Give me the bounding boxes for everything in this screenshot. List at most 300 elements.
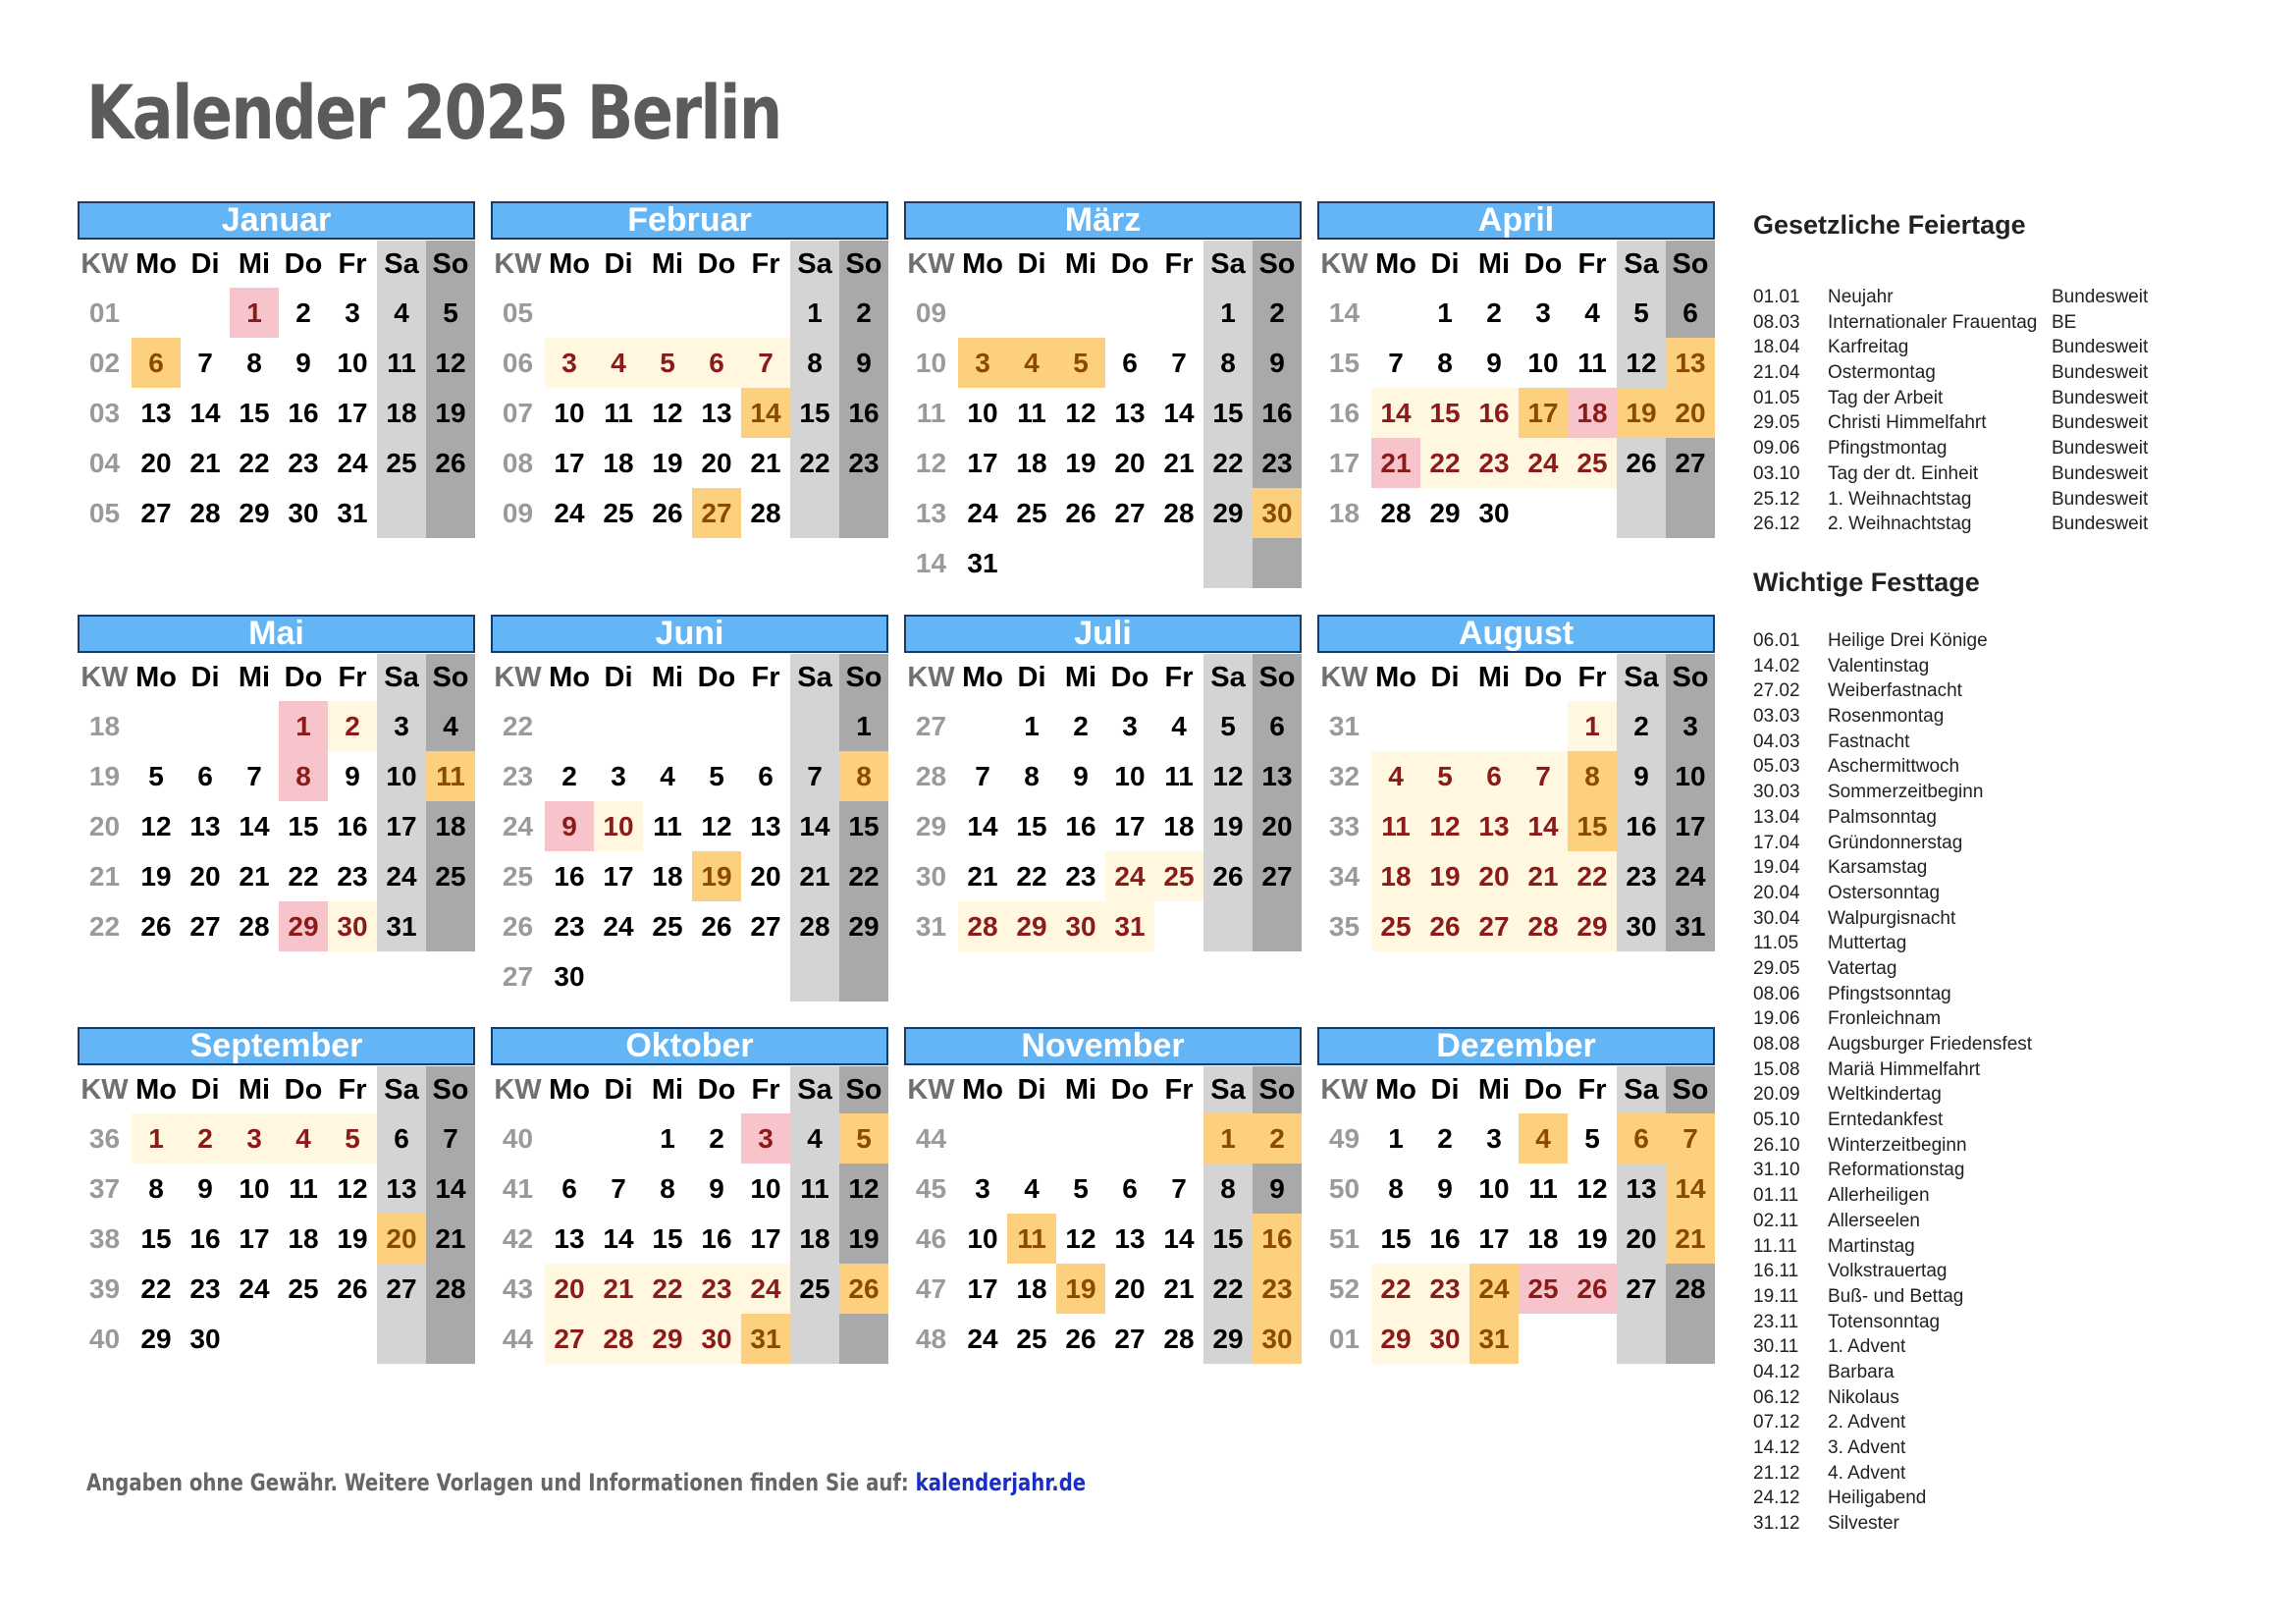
week-row [1317,1164,1715,1214]
festival-item [1753,1008,2264,1034]
month-name: August [1317,615,1715,653]
day-cell: 7 [426,1113,475,1164]
day-cell: 1 [790,288,839,338]
festival-item [1753,1211,2264,1236]
week-number-header: KW [907,661,955,693]
week-row [904,338,1302,388]
festival-date: 17.04 [1753,832,1800,853]
day-cell: 14 [790,801,839,851]
day-cell: 13 [140,397,172,428]
month-table [1317,241,1715,538]
month-name: Oktober [491,1027,888,1065]
day-cell: 26 [1617,438,1666,488]
day-cell: 19 [1617,388,1666,438]
day-cell: 31 [1105,901,1154,951]
weekday-header: Do [1110,247,1149,280]
festival-name: Barbara [1828,1361,1895,1382]
festival-item [1753,1412,2264,1437]
festival-date: 04.12 [1753,1361,1800,1382]
month-table [904,241,1302,588]
month-block [1317,1027,1715,1364]
holiday-region: Bundesweit [2052,438,2149,460]
empty-day-cell [839,1314,888,1364]
day-cell: 14 [1371,388,1420,438]
day-cell: 21 [790,851,839,901]
day-cell: 14 [1163,397,1195,428]
weekday-header: So [839,241,888,288]
day-cell: 26 [701,910,732,942]
empty-day-cell [790,488,839,538]
day-cell: 28 [1163,1323,1195,1354]
day-cell: 20 [1666,388,1715,438]
festival-date: 19.04 [1753,857,1800,879]
footer-link[interactable]: kalenderjahr.de [915,1469,1087,1496]
day-cell: 24 [967,1323,998,1354]
festival-name: 2. Advent [1828,1412,1906,1434]
day-cell: 21 [189,447,221,478]
festival-name: Heiligabend [1828,1488,1927,1509]
weekday-header: Mo [549,1073,590,1106]
holiday-region: Bundesweit [2052,412,2149,434]
day-cell: 15 [839,801,888,851]
day-cell: 6 [1122,347,1138,378]
day-cell: 19 [692,851,741,901]
week-row [491,851,888,901]
week-row [1317,1214,1715,1264]
day-cell: 20 [377,1214,426,1264]
day-cell: 14 [1519,801,1568,851]
empty-day-cell [1203,901,1253,951]
week-number: 34 [1328,860,1361,892]
day-cell: 26 [839,1264,888,1314]
day-cell: 12 [426,338,475,388]
weekday-header: Sa [1203,1066,1253,1113]
day-cell: 9 [345,760,360,791]
day-cell: 23 [554,910,585,942]
day-cell: 4 [594,338,643,388]
week-row [78,1214,475,1264]
weekday-header: Mo [1375,661,1416,693]
day-cell: 10 [967,397,998,428]
day-cell: 24 [1469,1264,1519,1314]
festival-name: Pfingstsonntag [1828,983,1951,1004]
day-cell: 15 [288,810,319,841]
day-cell: 31 [1469,1314,1519,1364]
day-cell: 11 [1528,1172,1558,1204]
weekday-header: Sa [1617,241,1666,288]
day-cell: 2 [709,1122,724,1154]
week-row [78,288,475,338]
week-row [491,1314,888,1364]
day-cell: 18 [1527,1222,1559,1254]
week-number: 52 [1328,1272,1361,1304]
day-cell: 12 [1576,1172,1608,1204]
empty-day-cell [426,488,475,538]
week-number: 49 [1328,1122,1361,1154]
festival-date: 30.04 [1753,907,1800,929]
festival-date: 16.11 [1753,1261,1799,1282]
festivals-title: Wichtige Festtage [1753,568,1980,597]
day-cell: 18 [426,801,475,851]
month-block [78,615,475,951]
holiday-date: 21.04 [1753,362,1800,384]
empty-day-cell [377,1314,426,1364]
day-cell: 2 [295,297,311,328]
festival-item [1753,833,2264,858]
weekday-header: Di [1430,661,1460,693]
day-cell: 1 [132,1113,181,1164]
day-cell: 6 [1469,751,1519,801]
day-cell: 15 [1420,388,1469,438]
day-cell: 31 [741,1314,790,1364]
weekday-header: Mo [549,661,590,693]
day-cell: 12 [652,397,683,428]
weekday-header: Fr [338,247,367,280]
week-number: 42 [502,1222,534,1254]
festival-date: 31.12 [1753,1513,1800,1535]
festival-item [1753,1437,2264,1463]
festival-name: Allerheiligen [1828,1185,1930,1207]
day-cell: 23 [1065,860,1096,892]
day-cell: 30 [1420,1314,1469,1364]
day-cell: 3 [975,1172,990,1204]
week-number-header: KW [1320,1073,1368,1106]
day-cell: 1 [660,1122,675,1154]
week-row [491,1113,888,1164]
empty-day-cell [426,1314,475,1364]
day-cell: 4 [1007,338,1056,388]
holiday-region: Bundesweit [2052,462,2149,484]
day-cell: 3 [1486,1122,1502,1154]
festival-name: Heilige Drei Könige [1828,630,1988,651]
empty-day-cell [1253,901,1302,951]
festival-name: Nikolaus [1828,1386,1899,1408]
day-cell: 9 [709,1172,724,1204]
day-cell: 30 [1253,488,1302,538]
day-cell: 5 [643,338,692,388]
day-cell: 3 [1122,710,1138,741]
day-cell: 8 [246,347,262,378]
month-name: Dezember [1317,1027,1715,1065]
day-cell: 9 [295,347,311,378]
festival-item [1753,883,2264,908]
festival-item [1753,630,2264,656]
festival-item [1753,933,2264,958]
day-cell: 19 [652,447,683,478]
week-row [904,388,1302,438]
empty-day-cell [1105,538,1154,588]
day-cell: 20 [189,860,221,892]
week-row [491,801,888,851]
week-row [1317,288,1715,338]
weekday-header: So [1253,654,1302,701]
festival-item [1753,656,2264,681]
day-cell: 23 [1469,438,1519,488]
empty-day-cell [692,288,741,338]
week-row [491,701,888,751]
month-name: Juli [904,615,1302,653]
week-number: 36 [88,1122,121,1154]
day-cell: 10 [1527,347,1559,378]
week-number: 13 [915,497,947,528]
day-cell: 10 [1478,1172,1510,1204]
day-cell: 22 [1371,1264,1420,1314]
day-cell: 13 [1469,801,1519,851]
week-number: 27 [915,710,947,741]
week-number: 15 [1328,347,1361,378]
holiday-item [1753,312,2264,338]
week-row [491,338,888,388]
day-cell: 21 [426,1214,475,1264]
month-block [1317,201,1715,538]
page-title: Kalender 2025 Berlin [86,69,781,156]
festival-name: Mariä Himmelfahrt [1828,1058,1981,1080]
weekday-header: Mi [1064,1073,1097,1106]
empty-day-cell [1420,701,1469,751]
day-cell: 10 [967,1222,998,1254]
day-cell: 11 [1164,760,1194,791]
empty-day-cell [426,901,475,951]
weekday-header: So [1666,654,1715,701]
day-cell: 22 [1016,860,1047,892]
weekday-header: Sa [1203,654,1253,701]
weekday-header: Fr [338,661,367,693]
day-cell: 7 [790,751,839,801]
day-cell: 8 [148,1172,164,1204]
week-row [78,1264,475,1314]
weekday-header: Mi [238,247,271,280]
day-cell: 29 [1203,1314,1253,1364]
day-cell: 16 [1617,801,1666,851]
day-cell: 11 [1017,397,1046,428]
day-cell: 12 [1203,751,1253,801]
day-cell: 29 [1371,1314,1420,1364]
day-cell: 23 [1617,851,1666,901]
weekday-header: Mo [135,661,177,693]
festival-name: 1. Advent [1828,1336,1906,1358]
day-cell: 14 [426,1164,475,1214]
day-cell: 30 [1056,901,1105,951]
day-cell: 4 [790,1113,839,1164]
empty-day-cell [790,701,839,751]
week-number-header: KW [494,247,542,280]
day-cell: 24 [603,910,634,942]
empty-day-cell [328,1314,377,1364]
day-cell: 18 [288,1222,319,1254]
weekday-header: Mi [1064,661,1097,693]
day-cell: 5 [328,1113,377,1164]
day-cell: 13 [701,397,732,428]
week-number: 21 [88,860,121,892]
day-cell: 2 [1486,297,1502,328]
festival-date: 01.11 [1753,1185,1799,1207]
day-cell: 25 [1371,901,1420,951]
week-row [78,801,475,851]
festival-item [1753,1059,2264,1085]
weekday-header: So [839,654,888,701]
day-cell: 2 [328,701,377,751]
holiday-name: Tag der Arbeit [1828,387,1944,408]
weekday-header: So [1666,241,1715,288]
day-cell: 17 [1666,801,1715,851]
holiday-region: Bundesweit [2052,287,2149,307]
week-row [491,1214,888,1264]
week-row [491,388,888,438]
day-cell: 25 [1568,438,1617,488]
day-cell: 23 [189,1272,221,1304]
holiday-date: 18.04 [1753,337,1800,358]
day-cell: 28 [1380,497,1412,528]
festival-item [1753,1084,2264,1110]
empty-day-cell [1154,901,1203,951]
day-cell: 27 [1114,1323,1146,1354]
day-cell: 1 [1203,288,1253,338]
festival-date: 30.03 [1753,782,1800,803]
festival-name: 4. Advent [1828,1462,1906,1484]
weekday-header: So [1253,1066,1302,1113]
month-name: November [904,1027,1302,1065]
day-cell: 3 [377,701,426,751]
day-cell: 25 [652,910,683,942]
empty-day-cell [958,1113,1007,1164]
day-cell: 28 [958,901,1007,951]
day-cell: 28 [1519,901,1568,951]
empty-day-cell [741,951,790,1001]
day-cell: 16 [1253,1214,1302,1264]
day-cell: 6 [377,1113,426,1164]
day-cell: 8 [790,338,839,388]
week-row [78,751,475,801]
festival-item [1753,1336,2264,1362]
festival-name: Aschermittwoch [1828,756,1960,778]
day-cell: 27 [377,1264,426,1314]
holiday-item [1753,463,2264,489]
day-cell: 1 [279,701,328,751]
festival-item [1753,1463,2264,1489]
day-cell: 5 [1617,288,1666,338]
month-block [904,201,1302,588]
month-block [1317,615,1715,951]
day-cell: 18 [377,388,426,438]
festival-name: Rosenmontag [1828,706,1945,728]
empty-day-cell [1568,1314,1617,1364]
week-row [491,951,888,1001]
week-number: 31 [915,910,947,942]
weekday-header: Fr [1164,247,1194,280]
day-cell: 18 [1568,388,1617,438]
empty-day-cell [1105,288,1154,338]
day-cell: 10 [337,347,368,378]
festival-item [1753,1034,2264,1059]
festival-name: Buß- und Bettag [1828,1285,1964,1307]
footer-note [86,1469,1086,1496]
day-cell: 26 [1568,1264,1617,1314]
weekday-header: Sa [1617,654,1666,701]
week-number: 28 [915,760,947,791]
week-row [1317,901,1715,951]
day-cell: 3 [741,1113,790,1164]
week-row [904,488,1302,538]
month-table [904,654,1302,951]
day-cell: 27 [692,488,741,538]
festival-name: Martinstag [1828,1235,1915,1257]
day-cell: 29 [239,497,270,528]
day-cell: 3 [1535,297,1551,328]
week-row [1317,488,1715,538]
day-cell: 2 [1253,1113,1302,1164]
day-cell: 24 [967,497,998,528]
week-row [491,488,888,538]
weekday-header: Sa [790,654,839,701]
festival-date: 21.12 [1753,1462,1800,1484]
festival-name: 3. Advent [1828,1437,1906,1458]
holiday-date: 08.03 [1753,311,1800,333]
day-cell: 4 [1024,1172,1040,1204]
festival-name: Gründonnerstag [1828,832,1963,853]
empty-day-cell [1007,538,1056,588]
day-cell: 21 [239,860,270,892]
day-cell: 28 [1666,1264,1715,1314]
empty-day-cell [1056,288,1105,338]
day-cell: 25 [1154,851,1203,901]
week-number: 46 [915,1222,947,1254]
day-cell: 16 [1469,388,1519,438]
day-cell: 9 [1437,1172,1453,1204]
weekday-header: Mi [651,247,684,280]
empty-day-cell [1056,538,1105,588]
day-cell: 27 [1469,901,1519,951]
day-cell: 6 [758,760,774,791]
festival-date: 11.05 [1753,933,1799,954]
weekday-header: So [426,1066,475,1113]
weekday-header: Fr [751,661,780,693]
week-number: 06 [502,347,534,378]
day-cell: 21 [1519,851,1568,901]
weekday-header: Di [190,1073,220,1106]
day-cell: 17 [239,1222,270,1254]
week-row [78,488,475,538]
day-cell: 30 [1253,1314,1302,1364]
week-number: 16 [1328,397,1361,428]
day-cell: 3 [1666,701,1715,751]
day-cell: 9 [1486,347,1502,378]
festival-item [1753,1312,2264,1337]
day-cell: 29 [1007,901,1056,951]
weekday-header: Do [1110,1073,1149,1106]
festival-date: 04.03 [1753,731,1800,752]
weekday-header: Mo [549,247,590,280]
day-cell: 29 [1568,901,1617,951]
day-cell: 5 [1073,1172,1089,1204]
festival-date: 27.02 [1753,680,1800,702]
day-cell: 25 [790,1264,839,1314]
holiday-region: BE [2052,311,2077,333]
weekday-header: Mo [1375,247,1416,280]
weekday-header: Di [1017,247,1046,280]
festival-name: Fastnacht [1828,731,1910,752]
day-cell: 31 [967,547,998,578]
day-cell: 22 [1568,851,1617,901]
day-cell: 27 [750,910,781,942]
week-number-header: KW [80,247,129,280]
week-row [78,1314,475,1364]
festival-item [1753,1488,2264,1513]
holiday-date: 25.12 [1753,488,1800,510]
holiday-name: Internationaler Frauentag [1828,311,2038,333]
week-row [904,751,1302,801]
empty-day-cell [839,951,888,1001]
day-cell: 22 [1203,438,1253,488]
